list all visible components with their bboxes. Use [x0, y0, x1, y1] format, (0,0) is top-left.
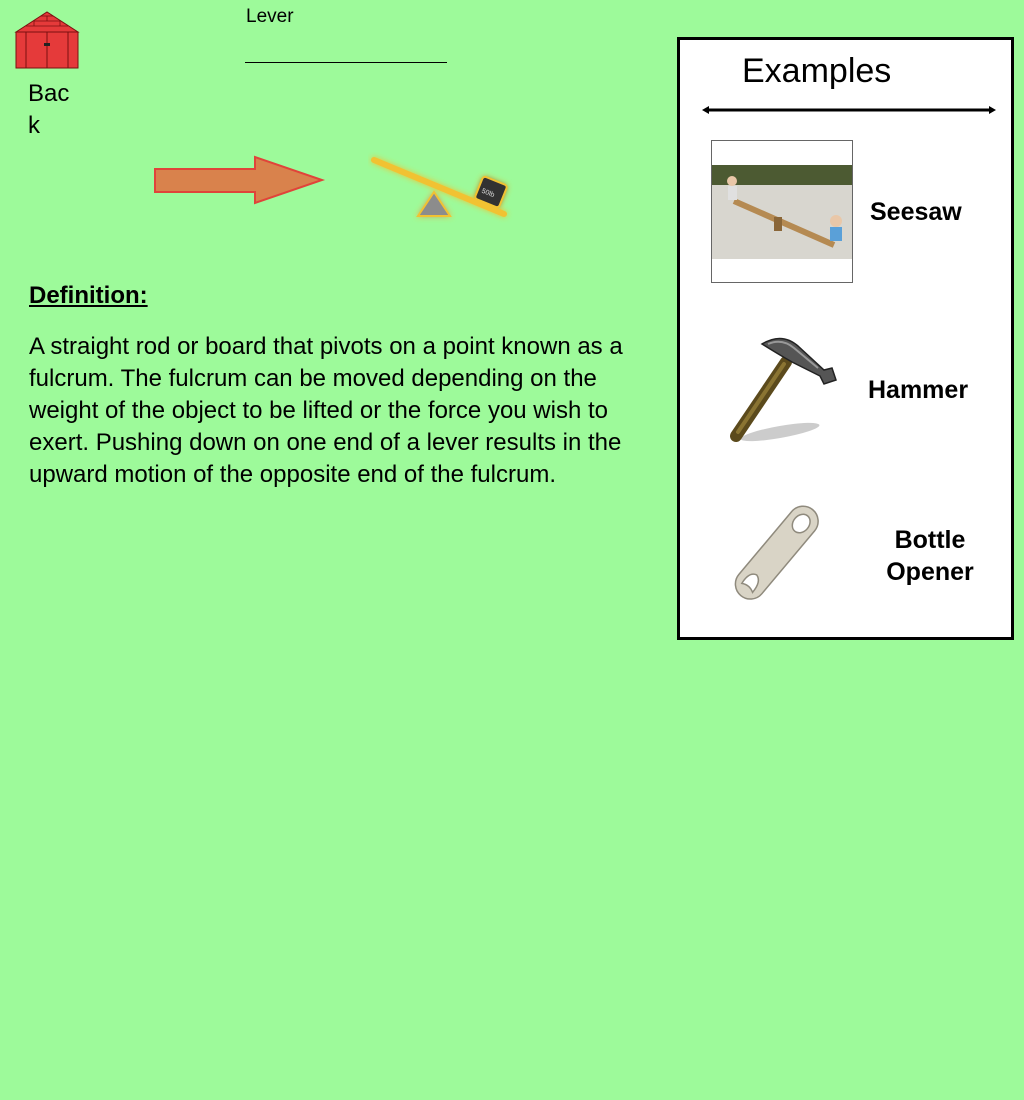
- hammer-icon: [722, 332, 842, 447]
- barn-icon: [14, 10, 80, 72]
- lever-icon: [368, 152, 518, 232]
- example-label-bottle-opener: Bottle Opener: [886, 526, 974, 586]
- back-label: Back: [28, 80, 70, 139]
- page-title: Lever: [246, 6, 294, 27]
- example-label-hammer: Hammer: [868, 376, 969, 404]
- right-arrow-icon: [150, 152, 330, 208]
- examples-panel: [677, 37, 1014, 640]
- definition-text: A straight rod or board that pivots on a point known as a fulcrum. The fulcrum can be moved depending on the weight of the object to be lifted or the force you wish to exert. Pushing down on one end of a lever results in the upward motion of the opposite end of the fulcrum.: [29, 333, 623, 488]
- title-underline: [245, 62, 447, 63]
- weight-label: 50lb: [480, 187, 496, 200]
- double-arrow-divider: [702, 102, 996, 118]
- examples-title: Examples: [742, 52, 892, 90]
- example-label-seesaw: Seesaw: [870, 198, 962, 226]
- back-button[interactable]: [14, 10, 80, 140]
- bottle-opener-icon: [716, 494, 836, 614]
- seesaw-photo: [711, 140, 853, 283]
- definition-heading: Definition:: [29, 282, 148, 309]
